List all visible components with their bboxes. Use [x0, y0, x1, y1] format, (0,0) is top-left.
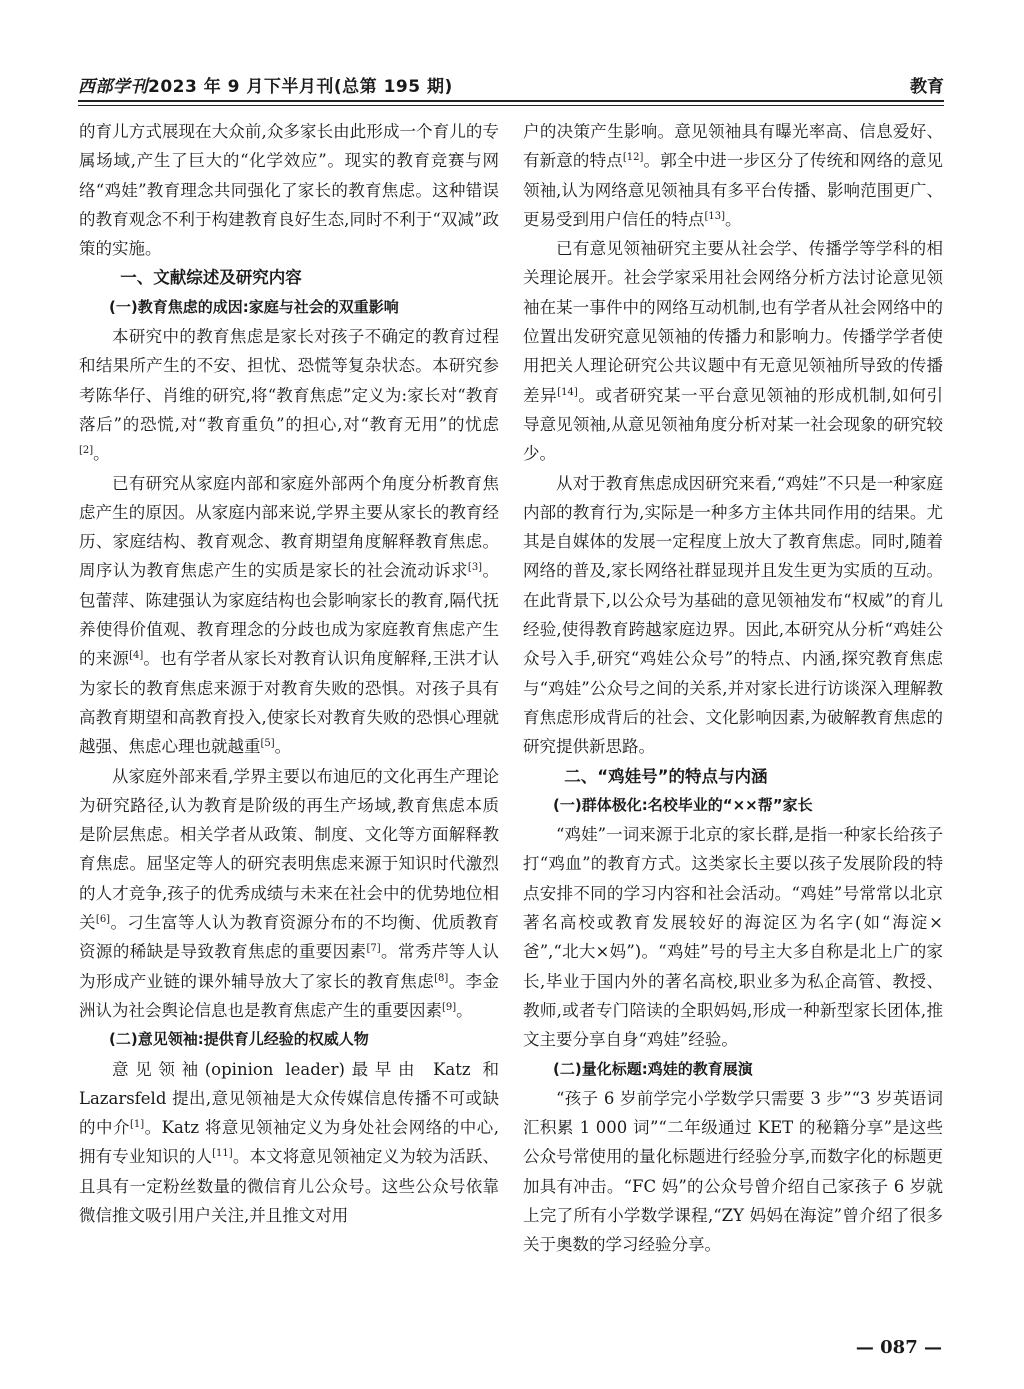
subsection-heading-1-1: (一)教育焦虑的成因:家庭与社会的双重影响: [109, 297, 399, 316]
citation: [12]: [622, 152, 644, 164]
citation: [13]: [704, 210, 726, 222]
citation: [2]: [79, 445, 94, 457]
journal-title: [78, 72, 453, 97]
paragraph: 户的决策产生影响。意见领袖具有曝光率高、信息爱好、有新意的特点[12]。郭全中进一步区分了传统和网络的意见领袖,认为网络意见领袖具有多平台传播、影响范围更广、更易受到用户信任的特点[13]。: [523, 122, 944, 229]
paragraph: “孩子 6 岁前学完小学数学只需要 3 步”“3 岁英语词汇积累 1 000 词”“二年级通过 KET 的秘籍分享”是这些公众号常使用的量化标题进行经验分享,而数字化的标题更加具有冲击。“FC 妈”的公众号曾介绍自己家孩子 6 岁就上完了所有小学数学课程,“ZY 妈妈在海淀”曾介绍了很多关于奥数的学习经验分享。: [523, 1088, 943, 1255]
subsection-heading-1-2: (二)意见领袖:提供育儿经验的权威人物: [109, 1030, 369, 1049]
paragraph: 的育儿方式展现在大众前,众多家长由此形成一个育儿的专属场域,产生了巨大的“化学效应”。现实的教育竞赛与网络“鸡娃”教育理念共同强化了家长的教育焦虑。这种错误的教育观念不利于构建教育良好生态,同时不利于“双减”政策的实施。: [79, 122, 499, 259]
citation: [1]: [129, 1119, 145, 1131]
subsection-heading-2-1: (一)群体极化:名校毕业的“××帮”家长: [553, 795, 813, 814]
paragraph: 从对于教育焦虑成因研究来看,“鸡娃”不只是一种家庭内部的教育行为,实际是一种多方主体共同作用的结果。尤其是自媒体的发展一定程度上放大了教育焦虑。同时,随着网络的普及,家长网络社群显现并且发生更为实质的互动。在此背景下,以公众号为基础的意见领袖发布“权威”的育儿经验,使得教育跨越家庭边界。因此,本研究从分析“鸡娃公众号入手,研究“鸡娃公众号”的特点、内涵,探究教育焦虑与“鸡娃”公众号之间的关系,并对家长进行访谈深入理解教育焦虑形成背后的社会、文化影响因素,为破解教育焦虑的研究提供新思路。: [523, 473, 943, 757]
citation: [3]: [467, 562, 483, 574]
section-heading-1: 一、文献综述及研究内容: [120, 268, 302, 288]
paragraph: “鸡娃”一词来源于北京的家长群,是指一种家长给孩子打“鸡血”的教育方式。这类家长主要以孩子发展阶段的特点安排不同的学习内容和社会活动。“鸡娃”号常常以北京著名高校或教育发展较好的海淀区为名字(如“海淀×爸”,“北大×妈”)。“鸡娃”号的号主大多自称是北上广的家长,毕业于国内外的著名高校,职业多为私企高管、教授、教师,或者专门陪读的全职妈妈,形成一种新型家长团体,推文主要分享自身“鸡娃”经验。: [523, 825, 943, 1050]
citation: [14]: [557, 386, 578, 398]
section-label: 教育: [910, 77, 944, 97]
citation: [5]: [260, 738, 275, 750]
page-number: — 087 —: [855, 1337, 942, 1358]
subsection-heading-2-2: (二)量化标题:鸡娃的教育展演: [553, 1059, 753, 1078]
left-column: [79, 117, 499, 1230]
citation: [11]: [212, 1148, 233, 1160]
header-rule-thick: [78, 100, 944, 102]
citation: [8]: [434, 972, 449, 984]
citation: [4]: [129, 650, 144, 662]
paragraph: 已有研究从家庭内部和家庭外部两个角度分析教育焦虑产生的原因。从家庭内部来说,学界主要从家长的教育经历、家庭结构、教育观念、教育期望角度解释教育焦虑。周序认为教育焦虑产生的实质是家长的社会流动诉求[3]。包蕾萍、陈建强认为家庭结构也会影响家长的教育,隔代抚养使得价值观、教育理念的分歧也成为家庭教育焦虑产生的来源[4]。也有学者从家长对教育认识角度解释,王洪才认为家长的教育焦虑来源于对教育失败的恐惧。对孩子具有高教育期望和高教育投入,使家长对教育失败的恐惧心理就越强、焦虑心理也就越重[5]。: [79, 473, 500, 757]
citation: [6]: [95, 914, 111, 926]
header-rule-thin: [78, 105, 944, 106]
journal-issue: 2023 年 9 月下半月刊(总第 195 期): [148, 77, 453, 97]
paragraph: 本研究中的教育焦虑是家长对孩子不确定的教育过程和结果所产生的不安、担忧、恐慌等复杂状态。本研究参考陈华仔、肖维的研究,将“教育焦虑”定义为:家长对“教育落后”的恐慌,对“教育重负”的担心,对“教育无用”的忧虑[2]。: [79, 327, 499, 464]
citation: [7]: [366, 943, 381, 955]
paragraph: 从家庭外部来看,学界主要以布迪厄的文化再生产理论为研究路径,认为教育是阶级的再生产场域,教育焦虑本质是阶层焦虑。相关学者从政策、制度、文化等方面解释教育焦虑。屈坚定等人的研究表明焦虑来源于知识时代激烈的人才竞争,孩子的优秀成绩与未来在社会中的优势地位相关[6]。刁生富等人认为教育资源分布的不均衡、优质教育资源的稀缺是导致教育焦虑的重要因素[7]。常秀芹等人认为形成产业链的课外辅导放大了家长的教育焦虑[8]。李金洲认为社会舆论信息也是教育焦虑产生的重要因素[9]。: [79, 766, 500, 1020]
right-column: [523, 117, 943, 1260]
paragraph: 意见领袖(opinion leader)最早由 Katz 和 Lazarsfeld 提出,意见领袖是大众传媒信息传播不可或缺的中介[1]。Katz 将意见领袖定义为身处社会网络的中心,拥有专业知识的人[11]。本文将意见领袖定义为较为活跃、且具有一定粉丝数量的微信育儿公众号。这些公众号依靠微信推文吸引用户关注,并且推文对用: [79, 1059, 499, 1225]
section-heading-2: 二、“鸡娃号”的特点与内涵: [564, 766, 768, 786]
citation: [9]: [442, 1001, 457, 1013]
paragraph: 已有意见领袖研究主要从社会学、传播学等学科的相关理论展开。社会学家采用社会网络分析方法讨论意见领袖在某一事件中的网络互动机制,也有学者从社会网络中的位置出发研究意见领袖的传播力和影响力。传播学学者使用把关人理论研究公共议题中有无意见领袖所导致的传播差异[14]。或者研究某一平台意见领袖的形成机制,如何引导意见领袖,从意见领袖角度分析对某一社会现象的研究较少。: [523, 239, 944, 464]
running-header: [78, 72, 944, 98]
journal-logo: 西部学刊: [78, 77, 148, 97]
